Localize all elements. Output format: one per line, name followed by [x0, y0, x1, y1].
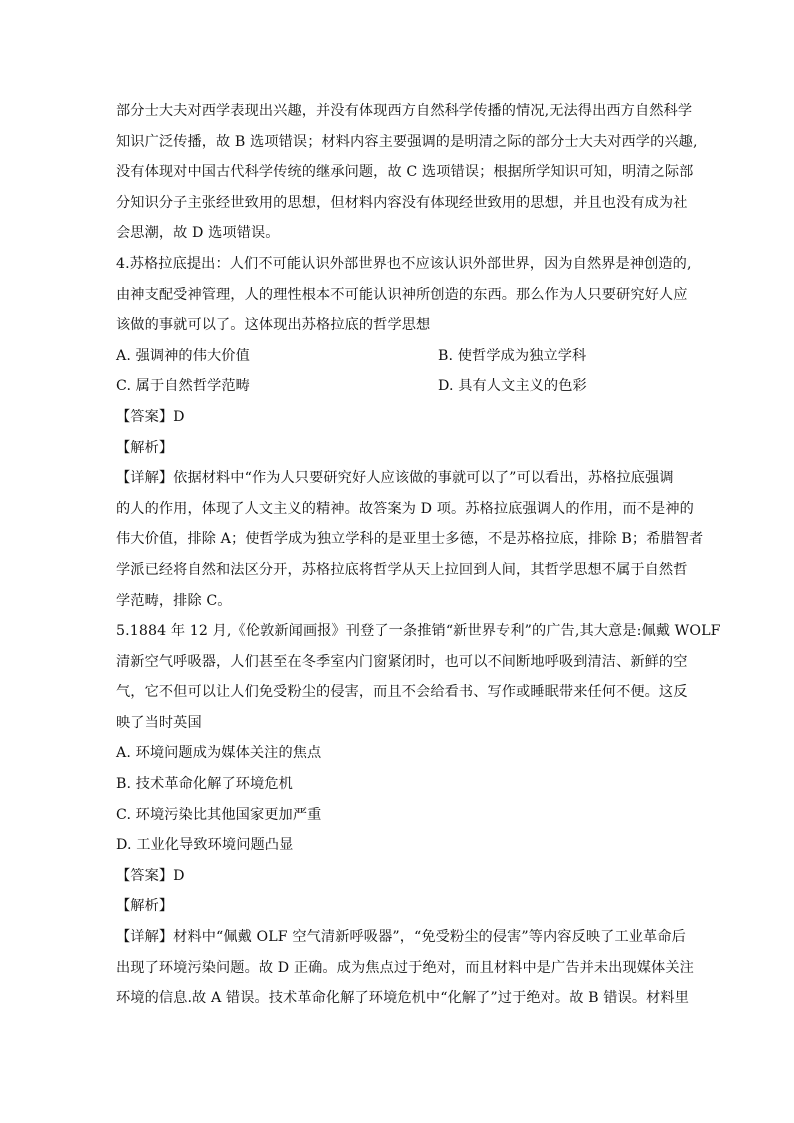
q4-detail-line: 的人的作用，体现了人文主义的精神。故答案为 D 项。苏格拉底强调人的作用，而不是神的 — [116, 500, 694, 517]
q5-option-b: B. 技术革命化解了环境危机 — [116, 776, 293, 793]
q4-detail-line: 学派已经将自然和法区分开，苏格拉底将哲学从天上拉回到人间，其哲学思想不属于自然哲 — [116, 561, 688, 578]
q4-stem-line: 4.苏格拉底提出：人们不可能认识外部世界也不应该认识外部世界，因为自然界是神创造的, — [116, 255, 692, 272]
prev-explanation-line: 分知识分子主张经世致用的思想，但材料内容没有体现经世致用的思想，并且也没有成为社 — [116, 194, 688, 211]
q5-detail-line: 环境的信息.故 A 错误。技术革命化解了环境危机中“化解了”过于绝对。故 B 错误。材料里 — [116, 990, 689, 1007]
q5-stem-line: 清新空气呼吸器，人们甚至在冬季室内门窗紧闭时，也可以不间断地呼吸到清洁、新鲜的空 — [116, 653, 688, 670]
q4-analysis-label: 【解析】 — [116, 439, 174, 456]
prev-explanation-line: 会思潮，故 D 选项错误。 — [116, 225, 280, 242]
q4-options-row-1 — [116, 341, 688, 372]
q5-option-a: A. 环境问题成为媒体关注的焦点 — [116, 745, 322, 762]
q4-detail-line: 学范畴，排除 C。 — [116, 592, 232, 609]
prev-explanation-line: 知识广泛传播，故 B 选项错误；材料内容主要强调的是明清之际的部分士大夫对西学的兴趣, — [116, 133, 698, 150]
q4-option-b: B. 使哲学成为独立学科 — [438, 347, 587, 364]
prev-explanation-line: 部分士大夫对西学表现出兴趣，并没有体现西方自然科学传播的情况,无法得出西方自然科学 — [116, 103, 693, 119]
q4-option-a: A. 强调神的伟大价值 — [116, 347, 250, 364]
q5-option-d: D. 工业化导致环境问题凸显 — [116, 837, 294, 854]
q4-stem-line: 由神支配受神管理，人的理性根本不可能认识神所创造的东西。那么作为人只要研究好人应 — [116, 286, 688, 303]
q5-stem-line: 气，它不但可以让人们免受粉尘的侵害，而且不会给看书、写作或睡眠带来任何不便。这反 — [116, 684, 688, 701]
q4-detail-line: 【详解】依据材料中“作为人只要研究好人应该做的事就可以了”可以看出，苏格拉底强调 — [116, 470, 674, 487]
q5-stem-line: 映了当时英国 — [116, 714, 202, 731]
q4-answer: 【答案】D — [116, 408, 185, 425]
q4-option-d: D. 具有人文主义的色彩 — [438, 378, 587, 395]
q5-stem-line: 5.1884 年 12 月,《伦敦新闻画报》刊登了一条推销“新世界专利”的广告,其大意是:佩戴 WOLF — [116, 623, 721, 640]
q5-option-c: C. 环境污染比其他国家更加严重 — [116, 806, 322, 823]
q4-option-c: C. 属于自然哲学范畴 — [116, 378, 250, 395]
page-content — [116, 96, 721, 1014]
q5-analysis-label: 【解析】 — [116, 898, 174, 915]
q4-detail-line: 伟大价值，排除 A；使哲学成为独立学科的是亚里士多德，不是苏格拉底，排除 B；希腊智者 — [116, 531, 704, 548]
q4-stem-line: 该做的事就可以了。这体现出苏格拉底的哲学思想 — [116, 317, 431, 334]
q4-options-row-2 — [116, 371, 688, 402]
prev-explanation-line: 没有体现对中国古代科学传统的继承问题，故 C 选项错误；根据所学知识可知，明清之际部 — [116, 164, 694, 181]
q5-detail-line: 出现了环境污染问题。故 D 正确。成为焦点过于绝对，而且材料中是广告并未出现媒体关注 — [116, 959, 694, 976]
q5-detail-line: 【详解】材料中“佩戴 OLF 空气清新呼吸器”，“免受粉尘的侵害”等内容反映了工业革命后 — [116, 929, 686, 946]
q5-answer: 【答案】D — [116, 867, 185, 884]
